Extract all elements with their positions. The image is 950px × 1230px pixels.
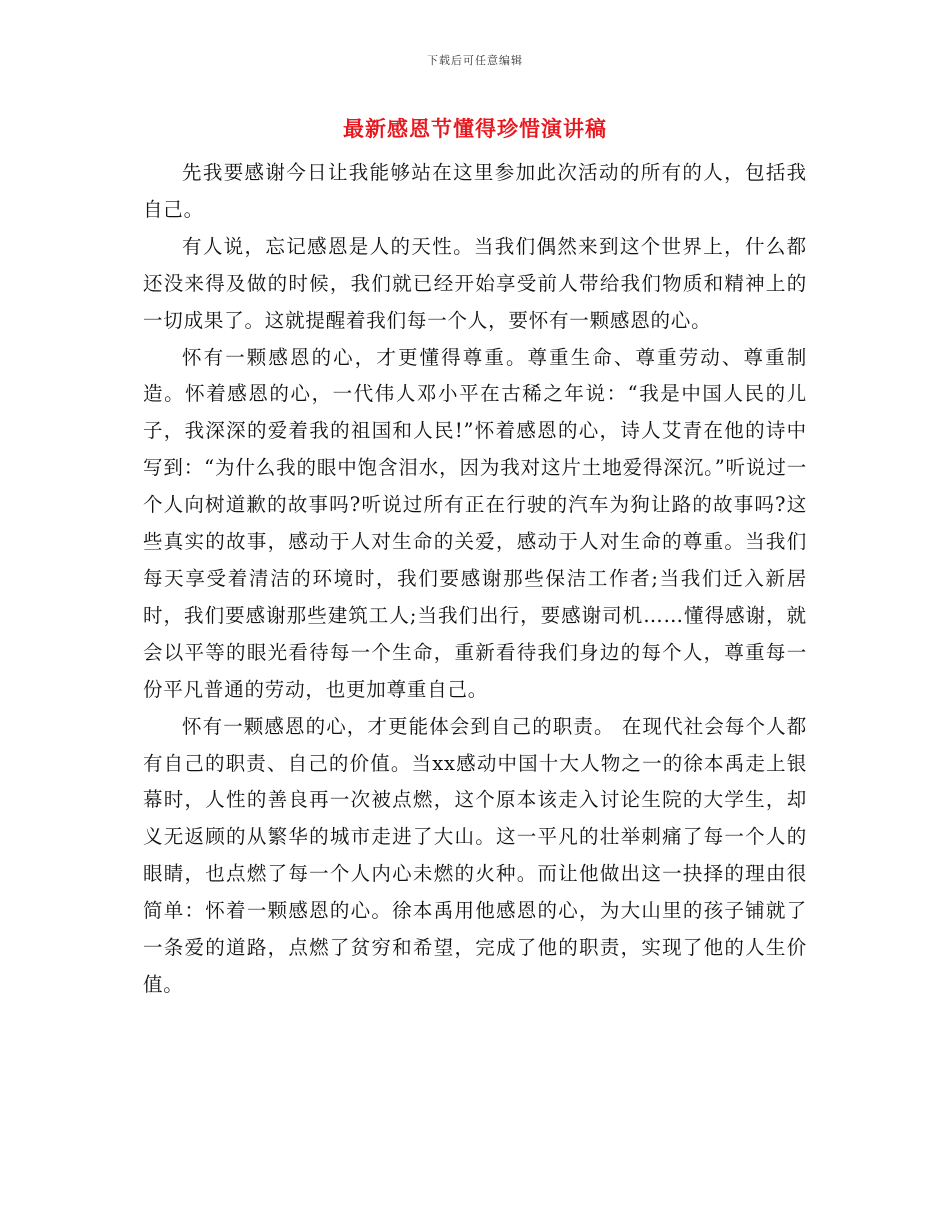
- paragraph: 先我要感谢今日让我能够站在这里参加此次活动的所有的人，包括我自己。: [143, 161, 807, 221]
- document-title: 最新感恩节懂得珍惜演讲稿: [343, 117, 607, 141]
- document-body: [143, 155, 807, 1004]
- paragraph: 有人说，忘记感恩是人的天性。当我们偶然来到这个世界上，什么都还没来得及做的时候，我们就已经开始享受前人带给我们物质和精神上的一切成果了。这就提醒着我们每一个人，要怀有一颗感恩的心。: [143, 234, 807, 332]
- paragraph: 怀有一颗感恩的心，才更懂得尊重。尊重生命、尊重劳动、尊重制造。怀着感恩的心，一代伟人邓小平在古稀之年说：“我是中国人民的儿子，我深深的爱着我的祖国和人民!”怀着感恩的心，诗人艾青在他的诗中写到：“为什么我的眼中饱含泪水，因为我对这片土地爱得深沉。”听说过一个人向树道歉的故事吗?听说过所有正在行驶的汽车为狗让路的故事吗?这些真实的故事，感动于人对生命的关爱，感动于人对生命的尊重。当我们每天享受着清洁的环境时，我们要感谢那些保洁工作者;当我们迁入新居时，我们要感谢那些建筑工人;当我们出行，要感谢司机……懂得感谢，就会以平等的眼光看待每一个生命，重新看待我们身边的每个人，尊重每一份平凡普通的劳动，也更加尊重自己。: [143, 345, 807, 701]
- page-header-note: 下载后可任意编辑: [427, 54, 523, 67]
- paragraph: 怀有一颗感恩的心，才更能体会到自己的职责。 在现代社会每个人都有自己的职责、自己的价值。当xx感动中国十大人物之一的徐本禹走上银幕时，人性的善良再一次被点燃，这个原本该走入讨论生院的大学生，却义无返顾的从繁华的城市走进了大山。这一平凡的壮举刺痛了每一个人的眼睛，也点燃了每一个人内心未燃的火种。而让他做出这一抉择的理由很简单：怀着一颗感恩的心。徐本禹用他感恩的心，为大山里的孩子铺就了一条爱的道路，点燃了贫穷和希望，完成了他的职责，实现了他的人生价值。: [143, 714, 807, 996]
